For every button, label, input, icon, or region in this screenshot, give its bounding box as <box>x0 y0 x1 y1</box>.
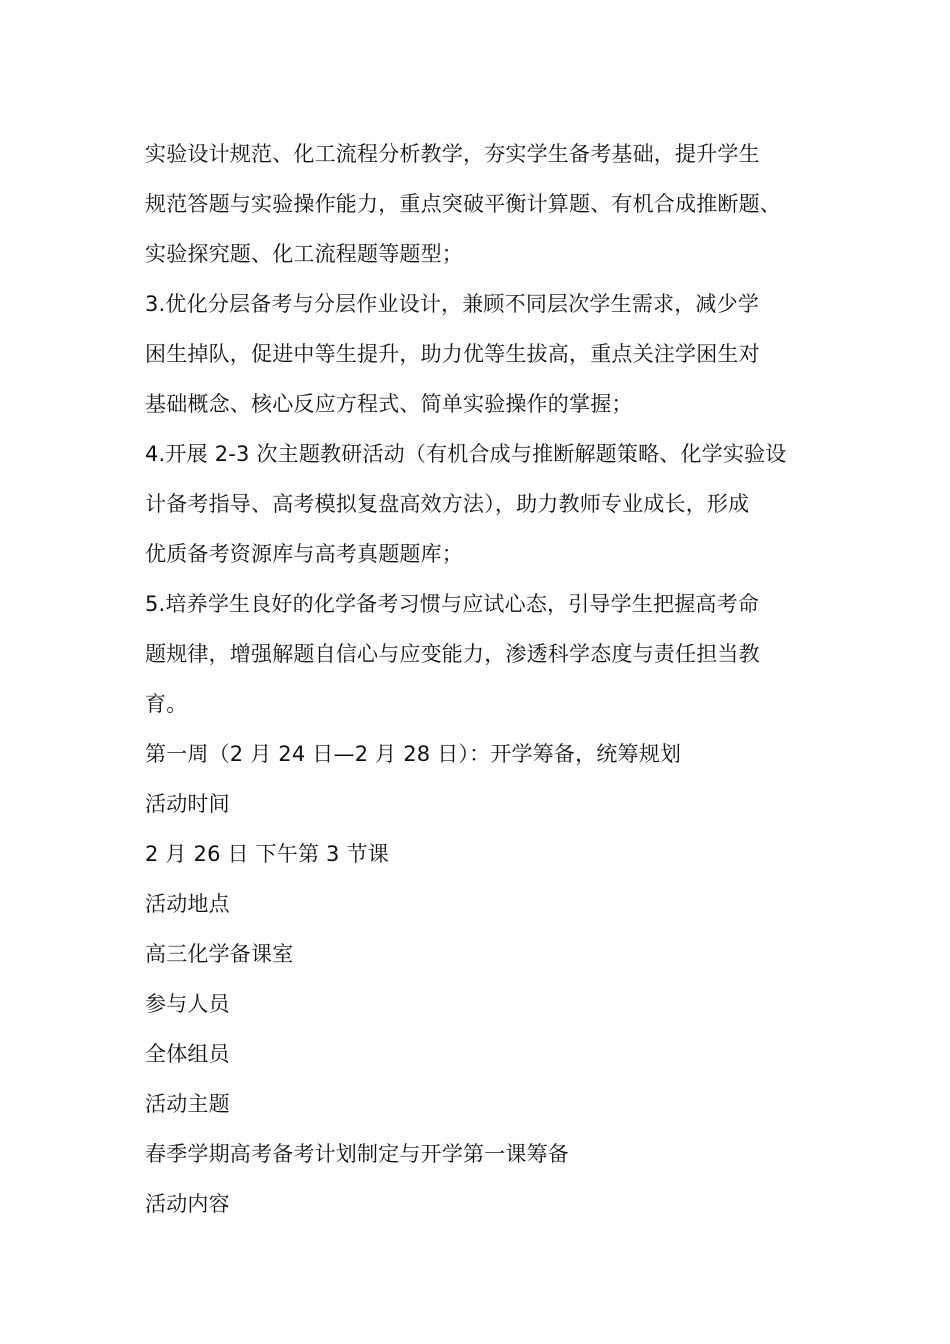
paragraph-line: 困生掉队，促进中等生提升，助力优等生拔高，重点关注学困生对 <box>145 342 760 366</box>
paragraph-line: 实验探究题、化工流程题等题型； <box>145 242 463 266</box>
paragraph-line: 计备考指导、高考模拟复盘高效方法），助力教师专业成长，形成 <box>145 492 750 516</box>
paragraph-line: 5.培养学生良好的化学备考习惯与应试心态，引导学生把握高考命 <box>145 592 760 616</box>
paragraph-line: 规范答题与实验操作能力，重点突破平衡计算题、有机合成推断题、 <box>145 192 781 216</box>
field-label-activity-theme: 活动主题 <box>145 1092 230 1116</box>
field-value-activity-time: 2 月 26 日 下午第 3 节课 <box>145 842 389 866</box>
field-value-participants: 全体组员 <box>145 1042 230 1066</box>
field-label-activity-time: 活动时间 <box>145 792 230 816</box>
paragraph-line: 实验设计规范、化工流程分析教学，夯实学生备考基础，提升学生 <box>145 142 760 166</box>
paragraph-line: 优质备考资源库与高考真题题库； <box>145 542 463 566</box>
field-label-activity-content: 活动内容 <box>145 1192 230 1216</box>
paragraph-line: 育。 <box>145 692 188 716</box>
field-value-activity-theme: 春季学期高考备考计划制定与开学第一课筹备 <box>145 1142 569 1166</box>
week-heading: 第一周（2 月 24 日—2 月 28 日）：开学筹备，统筹规划 <box>145 742 682 766</box>
paragraph-line: 基础概念、核心反应方程式、简单实验操作的掌握； <box>145 392 633 416</box>
paragraph-line: 3.优化分层备考与分层作业设计，兼顾不同层次学生需求，减少学 <box>145 292 760 316</box>
field-value-activity-location: 高三化学备课室 <box>145 942 294 966</box>
field-label-participants: 参与人员 <box>145 992 230 1016</box>
document-body <box>145 129 845 1229</box>
paragraph-line: 题规律，增强解题自信心与应变能力，渗透科学态度与责任担当教 <box>145 642 760 666</box>
field-label-activity-location: 活动地点 <box>145 892 230 916</box>
paragraph-line: 4.开展 2-3 次主题教研活动（有机合成与推断解题策略、化学实验设 <box>145 442 787 466</box>
